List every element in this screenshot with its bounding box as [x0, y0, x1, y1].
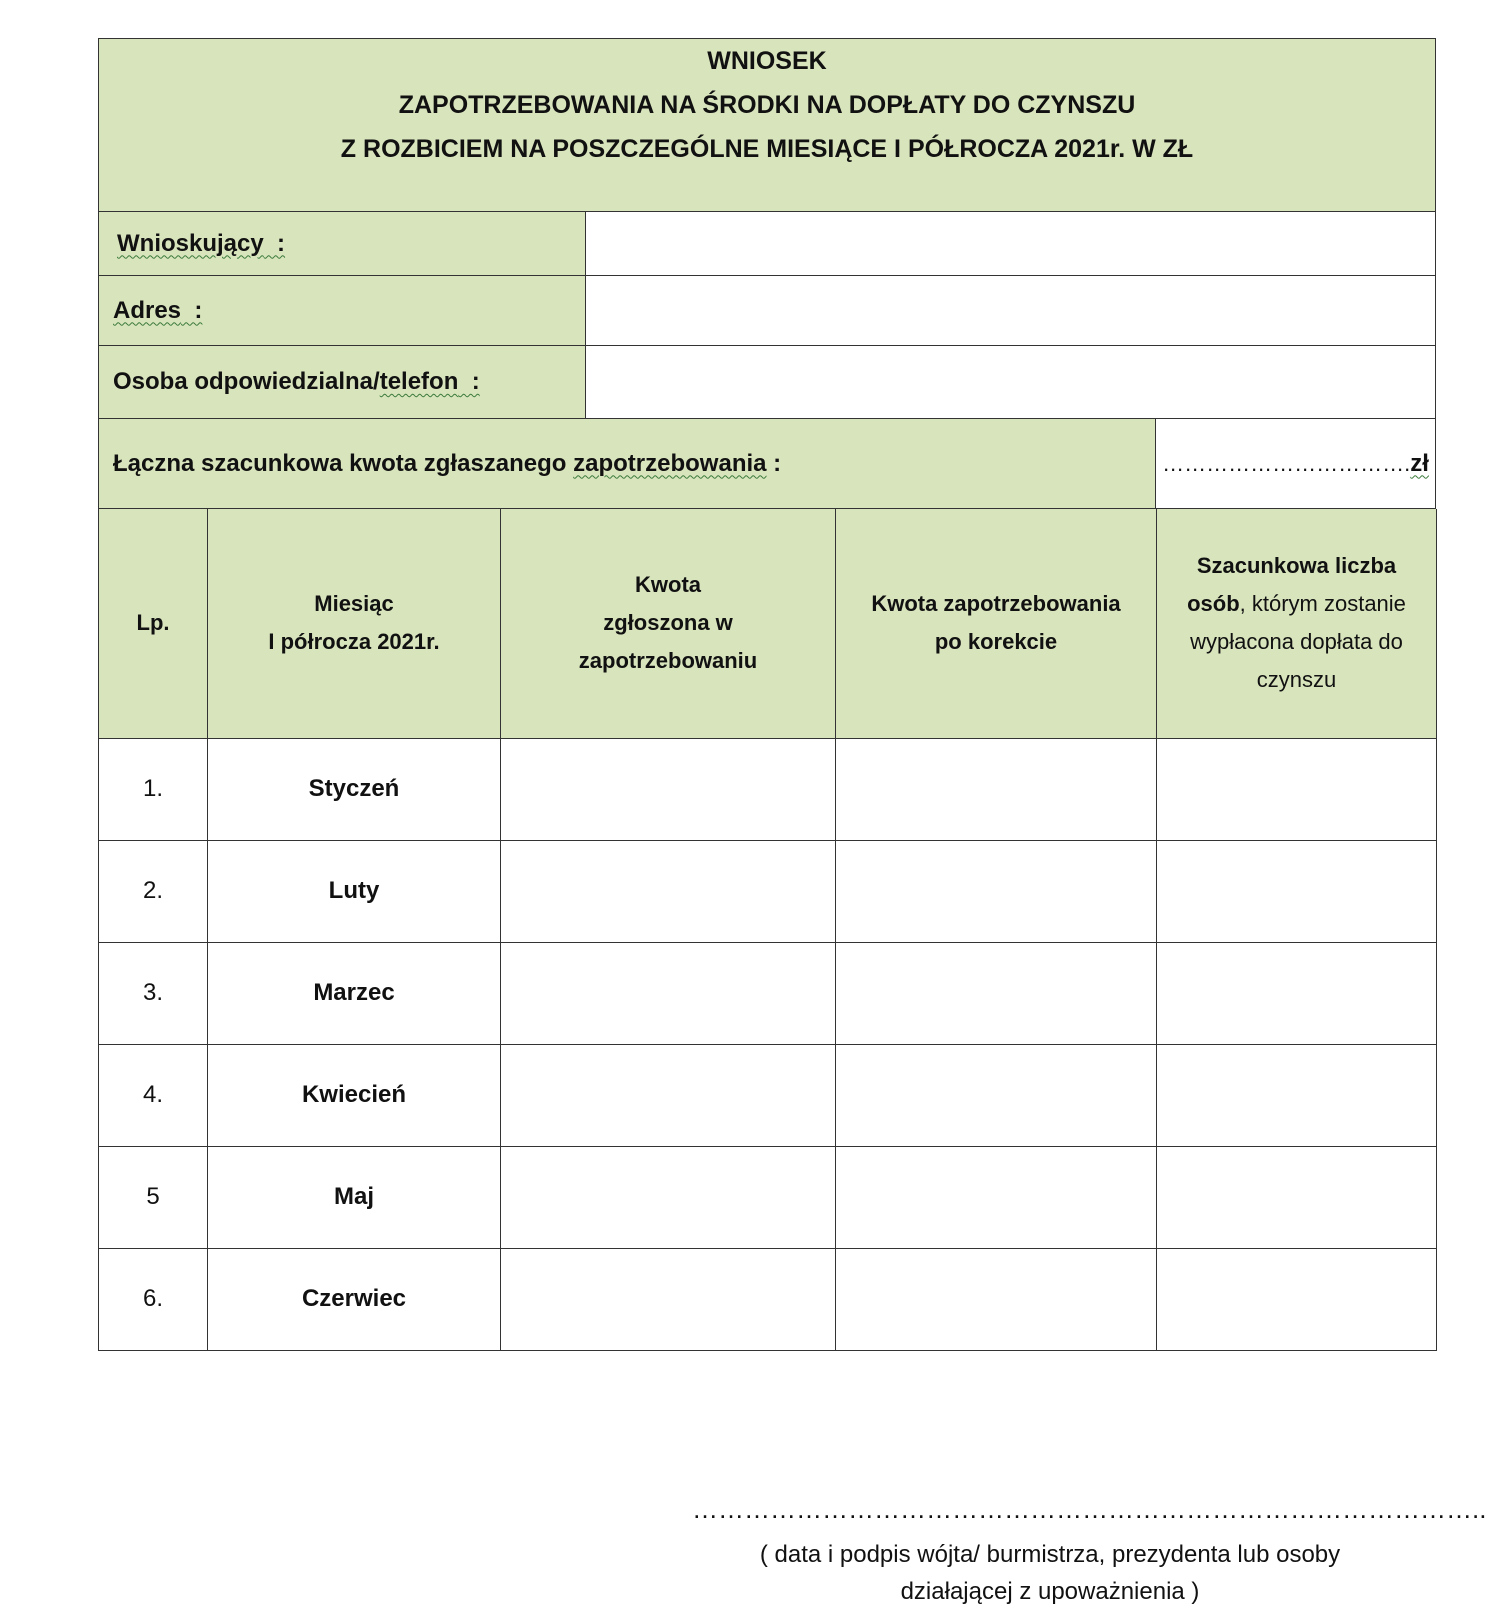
table-row: [99, 738, 1437, 840]
header-persons-count: Szacunkowa liczba osób, którym zostanie wypłacona dopłata do czynszu: [1157, 509, 1437, 738]
table-header-row: [99, 509, 1437, 738]
row-lp: 1.: [99, 738, 208, 840]
form-title: WNIOSEK: [707, 47, 827, 75]
table-row: [99, 1044, 1437, 1146]
header-lp: Lp.: [99, 509, 208, 738]
form-subtitle-line-1: ZAPOTRZEBOWANIA NA ŚRODKI NA DOPŁATY DO CZYNSZU: [398, 91, 1136, 119]
application-form: [98, 38, 1436, 1351]
total-amount-field[interactable]: [1156, 419, 1435, 508]
header-corrected-amount: Kwota zapotrzebowania po korekcie: [836, 509, 1157, 738]
row-month: Maj: [208, 1146, 501, 1248]
row-lp: 2.: [99, 840, 208, 942]
row-persons-count-cell[interactable]: [1157, 738, 1437, 840]
applicant-label-text: Wnioskujący :: [117, 229, 286, 257]
total-amount-dots: …………………………….: [1162, 450, 1411, 476]
applicant-field[interactable]: [586, 212, 1435, 275]
row-corrected-amount-cell[interactable]: [836, 1044, 1157, 1146]
row-month: Marzec: [208, 942, 501, 1044]
total-label-text: Łączna szacunkowa kwota zgłaszanego: [113, 449, 574, 477]
contact-label-text: Osoba odpowiedzialna/: [113, 368, 380, 395]
table-row: [99, 942, 1437, 1044]
row-lp: 5: [99, 1146, 208, 1248]
signature-caption-line-2: działającej z upoważnienia ): [900, 1578, 1200, 1605]
row-corrected-amount-cell[interactable]: [836, 1146, 1157, 1248]
contact-label-telefon: telefon :: [379, 368, 480, 395]
row-persons-count-cell[interactable]: [1157, 1248, 1437, 1350]
monthly-table: [98, 509, 1437, 1351]
total-currency: zł: [1410, 449, 1429, 477]
contact-field[interactable]: [586, 346, 1435, 418]
table-row: [99, 840, 1437, 942]
row-month: Czerwiec: [208, 1248, 501, 1350]
row-declared-amount-cell[interactable]: [501, 840, 836, 942]
row-corrected-amount-cell[interactable]: [836, 1248, 1157, 1350]
applicant-row: [98, 212, 1436, 276]
row-persons-count-cell[interactable]: [1157, 1146, 1437, 1248]
total-label-underlined: zapotrzebowania: [573, 449, 767, 477]
row-declared-amount-cell[interactable]: [501, 1248, 836, 1350]
signature-caption: [690, 1536, 1410, 1610]
row-declared-amount-cell[interactable]: [501, 1044, 836, 1146]
table-row: [99, 1146, 1437, 1248]
address-label: [99, 276, 586, 345]
header-month: Miesiąc I półrocza 2021r.: [208, 509, 501, 738]
row-declared-amount-cell[interactable]: [501, 738, 836, 840]
address-row: [98, 276, 1436, 346]
contact-label: [99, 346, 586, 418]
row-corrected-amount-cell[interactable]: [836, 840, 1157, 942]
row-lp: 3.: [99, 942, 208, 1044]
row-month: Styczeń: [208, 738, 501, 840]
total-label-colon: :: [766, 449, 782, 477]
contact-row: [98, 346, 1436, 419]
address-field[interactable]: [586, 276, 1435, 345]
signature-block: [692, 1494, 1487, 1610]
form-header: [98, 38, 1436, 212]
signature-line[interactable]: ………………………………………………………………………………..: [692, 1494, 1487, 1524]
row-declared-amount-cell[interactable]: [501, 942, 836, 1044]
applicant-label: [99, 212, 586, 275]
row-lp: 4.: [99, 1044, 208, 1146]
total-label: [99, 419, 1156, 508]
row-corrected-amount-cell[interactable]: [836, 942, 1157, 1044]
address-label-text: Adres :: [113, 296, 203, 324]
table-row: [99, 1248, 1437, 1350]
row-declared-amount-cell[interactable]: [501, 1146, 836, 1248]
row-month: Luty: [208, 840, 501, 942]
row-persons-count-cell[interactable]: [1157, 942, 1437, 1044]
header-declared-amount: Kwota zgłoszona w zapotrzebowaniu: [501, 509, 836, 738]
form-subtitle-line-2: Z ROZBICIEM NA POSZCZEGÓLNE MIESIĄCE I PÓŁROCZA 2021r. W ZŁ: [340, 135, 1194, 163]
row-corrected-amount-cell[interactable]: [836, 738, 1157, 840]
total-row: [98, 419, 1436, 509]
row-persons-count-cell[interactable]: [1157, 1044, 1437, 1146]
row-lp: 6.: [99, 1248, 208, 1350]
row-month: Kwiecień: [208, 1044, 501, 1146]
row-persons-count-cell[interactable]: [1157, 840, 1437, 942]
signature-caption-line-1: ( data i podpis wójta/ burmistrza, prezydenta lub osoby: [759, 1541, 1341, 1568]
